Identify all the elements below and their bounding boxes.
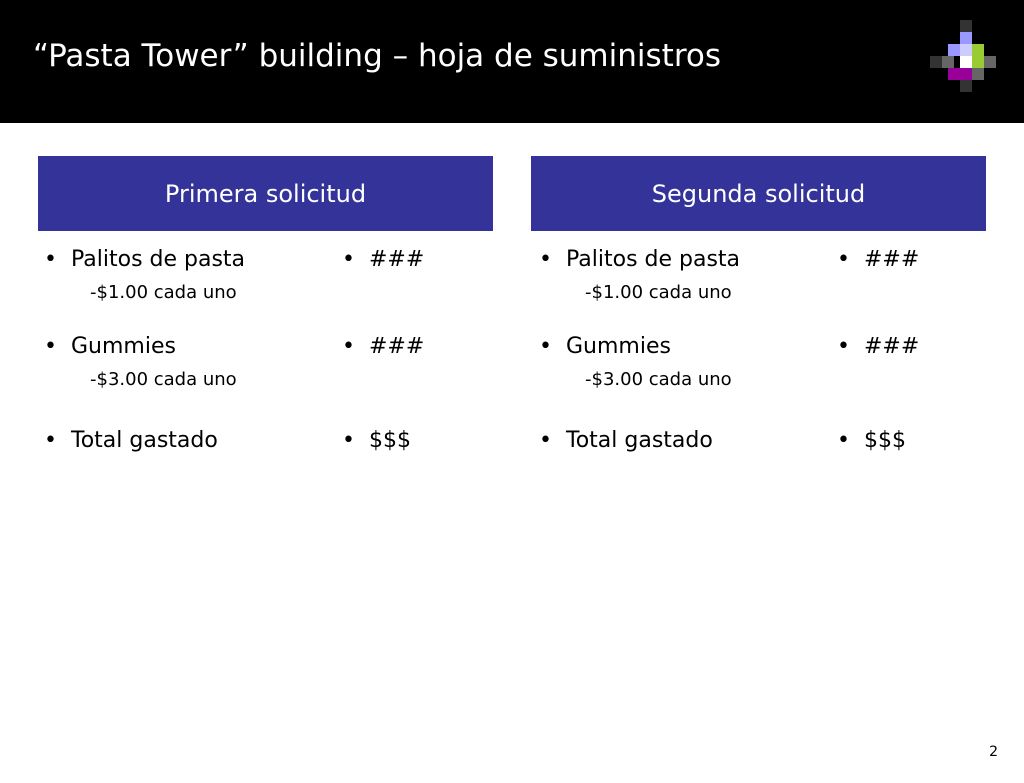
bullet: • — [44, 334, 57, 359]
item-value — [342, 428, 411, 453]
dash: - — [90, 369, 97, 390]
dash: - — [585, 369, 592, 390]
item-value-text: ### — [369, 334, 425, 359]
item-value — [837, 428, 906, 453]
bullet: • — [837, 334, 850, 359]
item-value — [837, 247, 919, 272]
bullet: • — [539, 334, 552, 359]
item-value-text: $$$ — [864, 428, 906, 453]
item-label: Total gastado — [566, 428, 713, 453]
supply-list-segunda — [539, 247, 1009, 477]
item-label: Gummies — [71, 334, 176, 359]
bullet: • — [342, 247, 355, 272]
list-item — [539, 247, 740, 272]
column-header-label: Primera solicitud — [164, 179, 367, 208]
list-item — [44, 247, 245, 272]
bullet: • — [837, 247, 850, 272]
item-value-text: ### — [369, 247, 425, 272]
bullet: • — [539, 247, 552, 272]
item-price: $3.00 cada uno — [96, 369, 237, 390]
bullet: • — [837, 428, 850, 453]
item-subtext — [585, 282, 732, 303]
column-header-primera — [38, 156, 493, 231]
item-value — [837, 334, 919, 359]
dash: - — [90, 282, 97, 303]
item-value-text: ### — [864, 334, 920, 359]
item-value-text: ### — [864, 247, 920, 272]
item-price: $3.00 cada uno — [591, 369, 732, 390]
slide-title: “Pasta Tower” building – hoja de suministros — [33, 38, 721, 74]
bullet: • — [342, 334, 355, 359]
item-value-text: $$$ — [369, 428, 411, 453]
item-price: $1.00 cada uno — [96, 282, 237, 303]
title-bar — [0, 0, 1024, 123]
column-header-label: Segunda solicitud — [651, 179, 866, 208]
item-subtext — [585, 369, 732, 390]
list-item — [539, 334, 671, 359]
list-item — [44, 334, 176, 359]
supply-list-primera — [44, 247, 514, 477]
pixel-cross-logo-icon — [930, 20, 1002, 92]
bullet: • — [44, 247, 57, 272]
bullet: • — [44, 428, 57, 453]
item-subtext — [90, 369, 237, 390]
item-value — [342, 247, 424, 272]
item-label: Total gastado — [71, 428, 218, 453]
list-item — [44, 428, 218, 453]
list-item — [539, 428, 713, 453]
bullet: • — [342, 428, 355, 453]
item-label: Palitos de pasta — [566, 247, 741, 272]
item-price: $1.00 cada uno — [591, 282, 732, 303]
dash: - — [585, 282, 592, 303]
bullet: • — [539, 428, 552, 453]
item-subtext — [90, 282, 237, 303]
column-header-segunda — [531, 156, 986, 231]
page-number: 2 — [989, 744, 998, 760]
item-value — [342, 334, 424, 359]
item-label: Palitos de pasta — [71, 247, 246, 272]
item-label: Gummies — [566, 334, 671, 359]
